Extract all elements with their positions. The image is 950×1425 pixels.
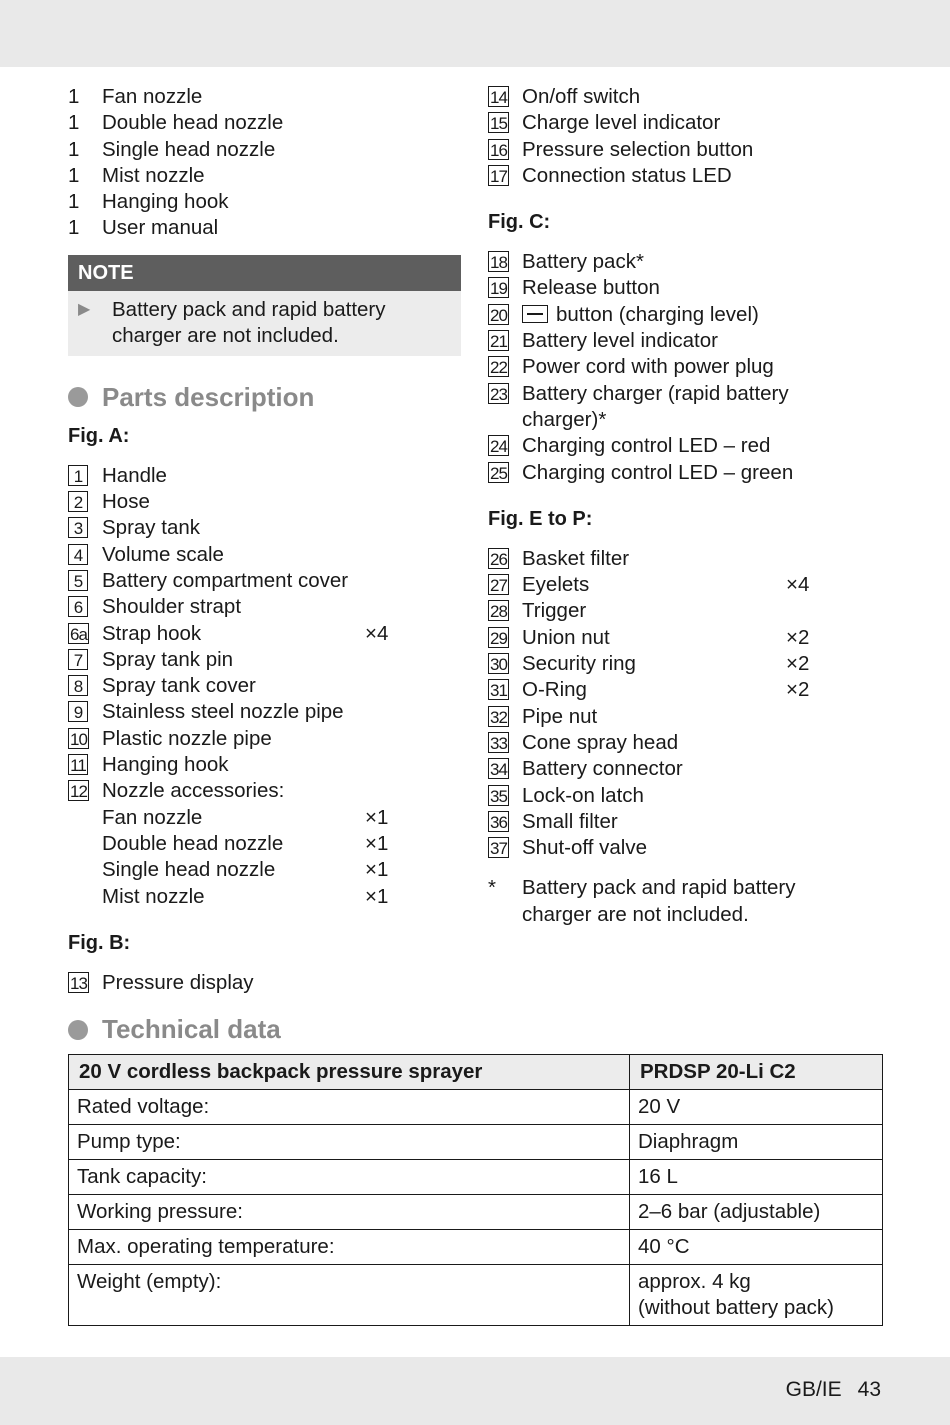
list-item: 7 Spray tank pin <box>68 647 463 673</box>
list-item: 33 Cone spray head <box>490 730 679 754</box>
fig-c-list <box>488 249 888 486</box>
table-row: Max. operating temperature: 40 °C <box>69 1230 883 1265</box>
list-item: 32 Pipe nut <box>490 704 598 728</box>
triangle-right-icon: ▶ <box>78 300 91 318</box>
table-row: Working pressure: 2–6 bar (adjustable) <box>69 1195 883 1230</box>
list-item: 25 Charging control LED – green <box>490 460 794 484</box>
list-item: 23 Battery charger (rapid battery charger)* <box>490 381 789 431</box>
list-item: 1 User manual <box>68 216 219 240</box>
fig-a-list <box>68 463 463 910</box>
list-item: 4 Volume scale <box>68 542 463 568</box>
list-item: 6 Shoulder strapt <box>68 594 463 620</box>
list-item: 8 Spray tank cover <box>68 673 463 699</box>
technical-data-table <box>68 1054 883 1326</box>
table-row: Rated voltage: 20 V <box>69 1090 883 1125</box>
table-row: Tank capacity: 16 L <box>69 1160 883 1195</box>
accessory-item: Mist nozzle ×1 <box>102 884 389 908</box>
note-box <box>68 255 461 356</box>
list-item: 9 Stainless steel nozzle pipe <box>68 699 463 725</box>
fig-a-title: Fig. A: <box>68 424 130 447</box>
list-item: 19 Release button <box>490 276 660 300</box>
accessory-item: Double head nozzle ×1 <box>102 831 389 855</box>
footnote: * Battery pack and rapid battery charger are not included. <box>488 876 796 926</box>
list-item: 36 Small filter <box>490 809 618 833</box>
list-item: 3 Spray tank <box>68 515 463 541</box>
list-item: 21 Battery level indicator <box>490 329 718 353</box>
list-item: 18 Battery pack* <box>490 250 644 274</box>
list-item: 22 Power cord with power plug <box>490 355 774 379</box>
list-item: 34 Battery connector <box>490 757 683 781</box>
list-item: 12 Nozzle accessories: <box>70 779 285 803</box>
list-item: 15 Charge level indicator <box>490 111 721 135</box>
list-item: 20 button (charging level) <box>490 302 759 326</box>
region-label: GB/IE <box>785 1378 842 1401</box>
fig-b-title: Fig. B: <box>68 931 131 954</box>
fig-b-list-continued <box>488 84 888 189</box>
right-column <box>488 84 888 928</box>
list-item: 30 Security ring ×2 <box>490 652 810 676</box>
top-band <box>0 0 950 67</box>
list-item: 2 Hose <box>68 489 463 515</box>
fig-c-title: Fig. C: <box>488 211 551 234</box>
list-item: 1 Mist nozzle <box>68 163 205 187</box>
list-item: 1 Handle <box>68 463 463 489</box>
list-item: 16 Pressure selection button <box>490 137 754 161</box>
bullet-icon <box>68 387 88 407</box>
list-item: 31 O-Ring ×2 <box>490 678 810 702</box>
accessory-item: Fan nozzle ×1 <box>102 805 389 829</box>
note-text: Battery pack and rapid battery charger are not included. <box>112 297 386 347</box>
table-header-row: 20 V cordless backpack pressure sprayer PRDSP 20-Li C2 <box>69 1055 883 1090</box>
list-item: 26 Basket filter <box>490 546 630 570</box>
accessory-item: Single head nozzle ×1 <box>102 858 389 882</box>
fig-e-p-list <box>488 546 888 862</box>
bullet-icon <box>68 1020 88 1040</box>
list-item: 1 Fan nozzle <box>68 85 203 108</box>
list-item: 14 On/off switch <box>490 85 641 108</box>
list-item: 13 Pressure display <box>70 970 254 994</box>
list-item: 6a Strap hook ×4 <box>70 621 389 645</box>
list-item: 1 Double head nozzle <box>68 111 284 135</box>
table-row: Pump type: Diaphragm <box>69 1125 883 1160</box>
list-item: 29 Union nut ×2 <box>490 625 810 649</box>
list-item: 1 Hanging hook <box>68 190 229 214</box>
page-footer <box>786 1378 881 1402</box>
list-item: 37 Shut-off valve <box>490 836 647 860</box>
technical-data-heading: Technical data <box>68 1014 281 1045</box>
note-title: NOTE <box>68 255 461 291</box>
list-item: 28 Trigger <box>490 599 587 623</box>
table-row: Weight (empty): approx. 4 kg (without battery pack) <box>69 1265 883 1326</box>
page-number: 43 <box>857 1378 881 1401</box>
parts-description-heading: Parts description <box>68 382 463 413</box>
left-column <box>68 84 463 996</box>
list-item: 17 Connection status LED <box>490 163 732 187</box>
list-item: 10 Plastic nozzle pipe <box>70 726 272 750</box>
fig-e-p-title: Fig. E to P: <box>488 507 593 530</box>
list-item: 1 Single head nozzle <box>68 137 276 161</box>
list-item: 11 Hanging hook <box>68 752 463 778</box>
list-item: 27 Eyelets ×4 <box>490 573 810 597</box>
battery-level-button-icon <box>522 305 548 323</box>
box-contents-list <box>68 84 463 242</box>
list-item: 24 Charging control LED – red <box>490 434 771 458</box>
list-item: 5 Battery compartment cover <box>68 568 463 594</box>
list-item: 35 Lock-on latch <box>490 783 644 807</box>
